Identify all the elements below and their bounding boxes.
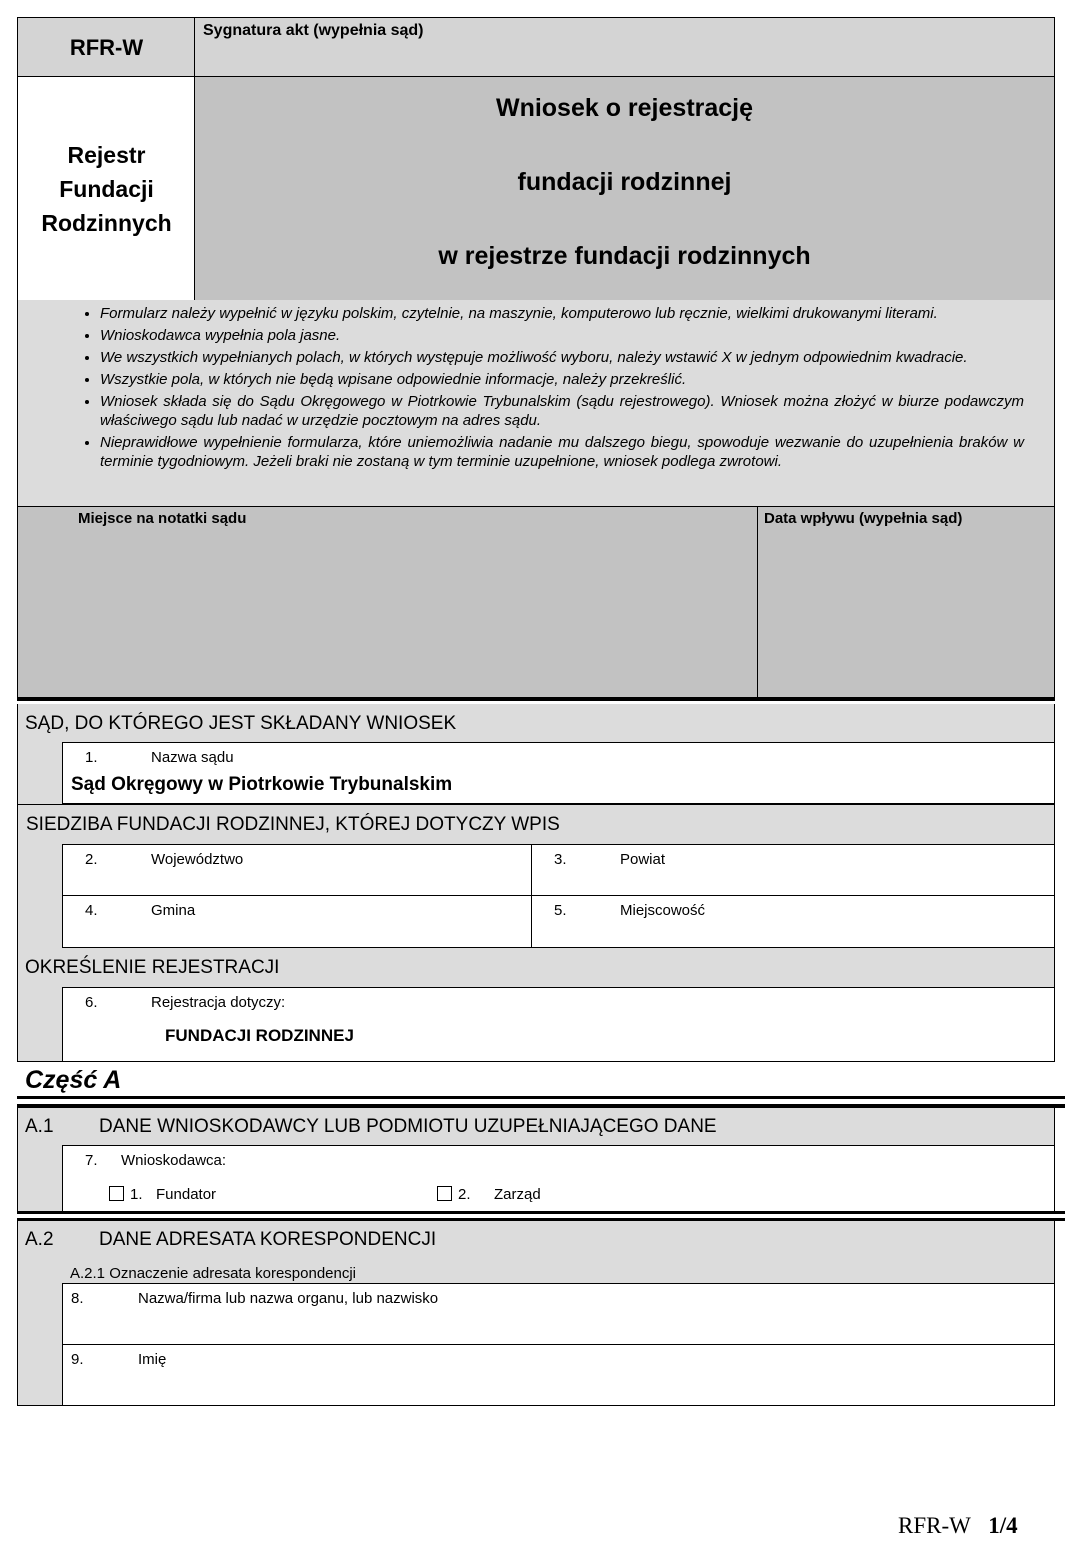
form-title-cell [194,76,1055,302]
divider [17,697,1055,701]
option-number: 2. [458,1186,471,1203]
page-number: 1/4 [988,1513,1018,1538]
section-a1-title [17,1108,717,1146]
registry-name-line: Rejestr [67,142,146,168]
field-number: 9. [71,1351,84,1368]
field-number: 1. [85,749,98,766]
instructions-box [17,300,1055,508]
instruction-item: • Nieprawidłowe wypełnienie formularza, które uniemożliwia nadanie mu dalszego biegu, spowoduje wezwanie do uzupełnienia braków w terminie tygodniowym. Jeżeli braki nie zostaną w tym terminie uzupełnione, wniosek podlega zwrotowi. [100,433,1024,471]
court-notes-label: Miejsce na notatki sądu [78,510,247,527]
option-board[interactable] [437,1186,541,1203]
receipt-date-area[interactable] [757,506,1055,698]
registration-field[interactable] [62,987,1055,1062]
field-number: 3. [554,851,567,868]
name-field[interactable] [62,1283,1055,1345]
instructions-list [18,304,1054,471]
section-a2-title [17,1221,436,1259]
voivodeship-field[interactable] [62,844,533,897]
field-label: Województwo [151,851,244,868]
field-number: 8. [71,1290,84,1307]
commune-field[interactable] [62,895,533,948]
form-code-cell [17,17,196,78]
checkbox-icon[interactable] [109,1186,124,1201]
locality-field[interactable] [531,895,1055,948]
section-title: DANE WNIOSKODAWCY LUB PODMIOTU UZUPEŁNIAJĄCEGO DANE [99,1116,717,1137]
court-name-value: Sąd Okręgowy w Piotrkowie Trybunalskim [71,774,453,795]
applicant-field[interactable] [62,1145,1055,1212]
county-field[interactable] [531,844,1055,897]
section-a2-subtitle: A.2.1 Oznaczenie adresata korespondencji [70,1265,357,1282]
section-code: A.1 [25,1116,54,1137]
field-label: Imię [138,1351,167,1368]
field-label: Miejscowość [620,902,706,919]
first-name-field[interactable] [62,1344,1055,1406]
divider [17,1096,1065,1099]
form-title-line: Wniosek o rejestrację [495,94,754,122]
section-seat-title: SIEDZIBA FUNDACJI RODZINNEJ, KTÓREJ DOTYCZY WPIS [17,804,1055,844]
instruction-item: • Formularz należy wypełnić w języku polskim, czytelnie, na maszynie, komputerowo lub ręcznie, wielkimi drukowanymi literami. [100,304,1024,323]
form-title-line: fundacji rodzinnej [517,168,732,196]
field-number: 6. [85,994,98,1011]
form-title-line: w rejestrze fundacji rodzinnych [438,242,811,270]
court-notes-area[interactable] [17,506,759,698]
field-label: Wnioskodawca: [121,1152,227,1169]
registration-value: FUNDACJI RODZINNEJ [165,1026,354,1045]
court-name-field[interactable] [62,742,1055,804]
instruction-item: • Wszystkie pola, w których nie będą wpisane odpowiednie informacje, należy przekreślić. [100,370,1024,389]
field-label: Gmina [151,902,196,919]
field-label: Nazwa sądu [151,749,234,766]
option-number: 1. [130,1186,143,1203]
section-registration-title: OKREŚLENIE REJESTRACJI [25,957,280,978]
section-court-title: SĄD, DO KTÓREGO JEST SKŁADANY WNIOSEK [25,713,457,734]
footer-form-code: RFR-W [898,1513,971,1538]
signature-label: Sygnatura akt (wypełnia sąd) [203,22,424,39]
registry-name-cell [17,76,196,302]
field-label: Rejestracja dotyczy: [151,994,286,1011]
section-title: DANE ADRESATA KORESPONDENCJI [99,1229,437,1250]
option-founder[interactable] [109,1186,216,1203]
form-code: RFR-W [69,34,144,60]
instruction-item: • We wszystkich wypełnianych polach, w których występuje możliwość wyboru, należy wstawić X w jednym odpowiednim kwadracie. [100,348,1024,367]
section-code: A.2 [25,1229,54,1250]
field-label: Powiat [620,851,666,868]
field-label: Nazwa/firma lub nazwa organu, lub nazwisko [138,1290,439,1307]
field-number: 7. [85,1152,98,1169]
divider [17,1211,1065,1214]
part-a-title: Część A [25,1066,122,1094]
option-label: Fundator [156,1186,217,1203]
signature-cell[interactable] [194,17,1055,78]
instruction-item: • Wniosek składa się do Sądu Okręgowego w Piotrkowie Trybunalskim (sądu rejestrowego). Wniosek można złożyć w biurze podawczym właściwego sądu lub nadać w urzędzie pocztowym na adres sądu. [100,392,1024,430]
receipt-date-label: Data wpływu (wypełnia sąd) [764,510,963,527]
field-number: 2. [85,851,98,868]
registry-name-line: Rodzinnych [41,210,172,236]
registry-name-line: Fundacji [59,176,154,202]
field-number: 4. [85,902,98,919]
checkbox-icon[interactable] [437,1186,452,1201]
field-number: 5. [554,902,567,919]
page-footer [898,1513,1018,1539]
instruction-item: • Wnioskodawca wypełnia pola jasne. [100,326,1024,345]
option-label: Zarząd [494,1186,541,1203]
